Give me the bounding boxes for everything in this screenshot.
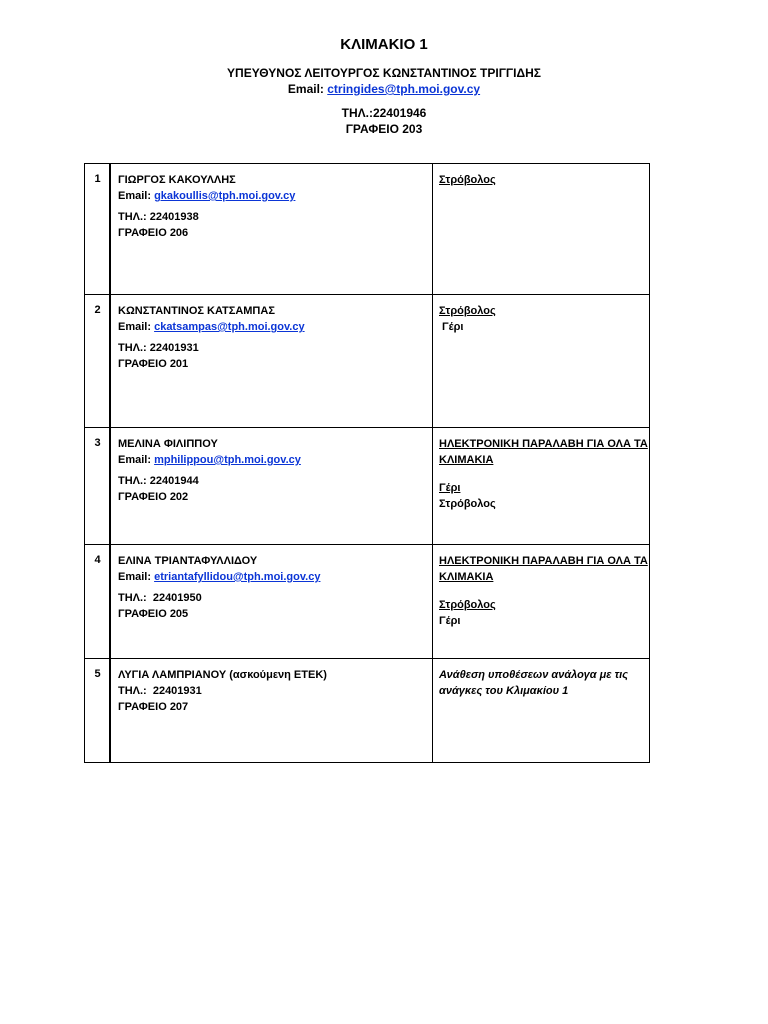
person-office: ΓΡΑΦΕΙΟ 205 [118, 608, 189, 620]
person-email-link[interactable]: gkakoullis@tph.moi.gov.cy [154, 190, 296, 202]
area-cell [433, 164, 650, 294]
column-divider [109, 295, 110, 427]
row-number-text: 3 [94, 437, 101, 449]
officer-email-line [0, 82, 768, 96]
person-cell [111, 295, 433, 427]
person-email-line [118, 569, 432, 585]
row-number-text: 2 [94, 304, 101, 316]
area-cell [433, 659, 650, 762]
row-number-text: 5 [94, 668, 101, 680]
person-office: ΓΡΑΦΕΙΟ 207 [118, 701, 189, 713]
staff-table [84, 163, 650, 763]
person-phone: ΤΗΛ.: 22401944 [118, 475, 199, 487]
email-label: Email: [118, 571, 155, 583]
person-cell [111, 545, 433, 658]
person-phone: ΤΗΛ.: 22401931 [118, 342, 199, 354]
column-divider [109, 659, 110, 762]
area-line: Γέρι [439, 321, 464, 333]
person-office: ΓΡΑΦΕΙΟ 206 [118, 227, 189, 239]
page-title: ΚΛΙΜΑΚΙΟ 1 [340, 36, 428, 53]
row-number [85, 164, 111, 294]
email-label: Email: [118, 321, 155, 333]
area-line: Γέρι [439, 482, 461, 494]
area-line: Στρόβολος [439, 305, 496, 317]
table-row [85, 659, 650, 763]
area-cell [433, 545, 650, 658]
person-name: ΚΩΝΣΤΑΝΤΙΝΟΣ ΚΑΤΣΑΜΠΑΣ [118, 305, 275, 317]
person-name: ΕΛΙΝΑ ΤΡΙΑΝΤΑΦΥΛΛΙΔΟΥ [118, 555, 258, 567]
officer-office: ΓΡΑΦΕΙΟ 203 [345, 122, 423, 136]
person-email-link[interactable]: ckatsampas@tph.moi.gov.cy [154, 321, 305, 333]
table-row [85, 295, 650, 428]
person-cell [111, 164, 433, 294]
person-phone: ΤΗΛ.: 22401950 [118, 592, 202, 604]
person-office: ΓΡΑΦΕΙΟ 202 [118, 491, 189, 503]
person-name: ΓΙΩΡΓΟΣ ΚΑΚΟΥΛΛΗΣ [118, 174, 236, 186]
officer-name: ΥΠΕΥΘΥΝΟΣ ΛΕΙΤΟΥΡΓΟΣ ΚΩΝΣΤΑΝΤΙΝΟΣ ΤΡΙΓΓΙΔΗΣ [227, 66, 541, 80]
column-divider [109, 164, 110, 294]
officer-email-label: Email: [287, 82, 328, 96]
email-label: Email: [118, 454, 155, 466]
table-row [85, 428, 650, 545]
table-row [85, 545, 650, 659]
person-name: ΛΥΓΙΑ ΛΑΜΠΡΙΑΝΟΥ (ασκούμενη ΕΤΕΚ) [118, 669, 327, 681]
person-phone: ΤΗΛ.: 22401938 [118, 211, 199, 223]
person-email-line [118, 452, 432, 468]
row-number [85, 295, 111, 427]
person-email-line [118, 319, 432, 335]
area-heading: ΗΛΕΚΤΡΟΝΙΚΗ ΠΑΡΑΛΑΒΗ ΓΙΑ ΟΛΑ ΤΑ ΚΛΙΜΑΚΙΑ [439, 555, 648, 583]
person-email-line [118, 188, 432, 204]
column-divider [109, 428, 110, 544]
row-number [85, 428, 111, 544]
person-cell [111, 428, 433, 544]
officer-email-link[interactable]: ctringides@tph.moi.gov.cy [327, 82, 481, 96]
person-office: ΓΡΑΦΕΙΟ 201 [118, 358, 189, 370]
area-cell [433, 428, 650, 544]
area-line: Στρόβολος [439, 174, 496, 186]
person-email-link[interactable]: etriantafyllidou@tph.moi.gov.cy [154, 571, 321, 583]
table-row [85, 164, 650, 295]
area-heading: ΗΛΕΚΤΡΟΝΙΚΗ ΠΑΡΑΛΑΒΗ ΓΙΑ ΟΛΑ ΤΑ ΚΛΙΜΑΚΙΑ [439, 438, 648, 466]
row-number-text: 4 [94, 554, 101, 566]
person-name: ΜΕΛΙΝΑ ΦΙΛΙΠΠΟΥ [118, 438, 218, 450]
area-line: Στρόβολος [439, 498, 496, 510]
officer-phone: ΤΗΛ.:22401946 [341, 106, 427, 120]
area-note: Ανάθεση υποθέσεων ανάλογα με τις ανάγκες του Κλιμακίου 1 [439, 669, 629, 697]
email-label: Email: [118, 190, 155, 202]
area-cell [433, 295, 650, 427]
area-line: Στρόβολος [439, 599, 496, 611]
row-number-text: 1 [94, 173, 101, 185]
person-phone: ΤΗΛ.: 22401931 [118, 685, 202, 697]
person-cell [111, 659, 433, 762]
column-divider [109, 545, 110, 658]
row-number [85, 545, 111, 658]
person-email-link[interactable]: mphilippou@tph.moi.gov.cy [154, 454, 301, 466]
area-line: Γέρι [439, 615, 461, 627]
row-number [85, 659, 111, 762]
